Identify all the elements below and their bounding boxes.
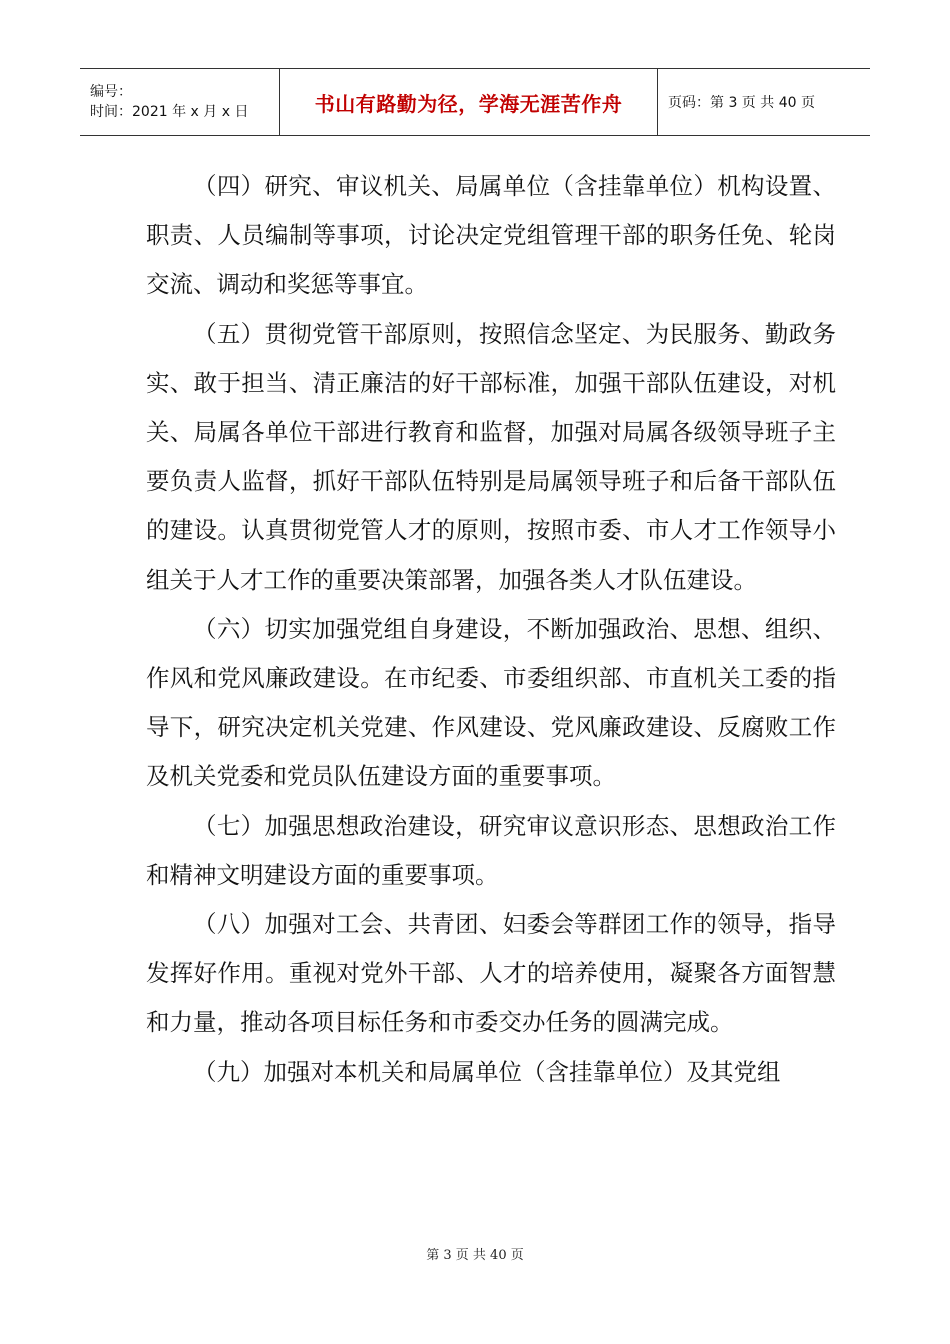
page-info: 页码：第 3 页 共 40 页 — [668, 95, 815, 111]
page-footer: 第 3 页 共 40 页 — [426, 1248, 524, 1263]
paragraph-7: （七）加强思想政治建设，研究审议意识形态、思想政治工作和精神文明建设方面的重要事项。 — [146, 811, 836, 889]
motto: 书山有路勤为径，学海无涯苦作舟 — [314, 91, 623, 116]
number-label: 编号： — [90, 84, 132, 100]
paragraph-9: （九）加强对本机关和局属单位（含挂靠单位）及其党组 — [193, 1057, 781, 1086]
document-header — [80, 68, 870, 136]
document-body — [146, 162, 836, 1097]
paragraph-5: （五）贯彻党管干部原则，按照信念坚定、为民服务、勤政务实、敢于担当、清正廉洁的好干部标准，加强干部队伍建设，对机关、局属各单位干部进行教育和监督，加强对局属各级领导班子主要负责人监督，抓好干部队伍特别是局属领导班子和后备干部队伍的建设。认真贯彻党管人才的原则，按照市委、市人才工作领导小组关于人才工作的重要决策部署，加强各类人才队伍建设。 — [146, 319, 836, 594]
paragraph-8: （八）加强对工会、共青团、妇委会等群团工作的领导，指导发挥好作用。重视对党外干部、人才的培养使用，凝聚各方面智慧和力量，推动各项目标任务和市委交办任务的圆满完成。 — [146, 910, 836, 1037]
paragraph-4: （四）研究、审议机关、局属单位（含挂靠单位）机构设置、职责、人员编制等事项，讨论决定党组管理干部的职务任免、轮岗交流、调动和奖惩等事宜。 — [146, 172, 836, 299]
header-motto-cell — [280, 69, 658, 135]
time-label: 时间：2021 年 x 月 x 日 — [90, 104, 249, 120]
header-meta — [80, 69, 280, 135]
paragraph-6: （六）切实加强党组自身建设，不断加强政治、思想、组织、作风和党风廉政建设。在市纪委、市委组织部、市直机关工委的指导下，研究决定机关党建、作风建设、党风廉政建设、反腐败工作及机关党委和党员队伍建设方面的重要事项。 — [146, 614, 836, 791]
header-page-cell — [658, 69, 870, 135]
